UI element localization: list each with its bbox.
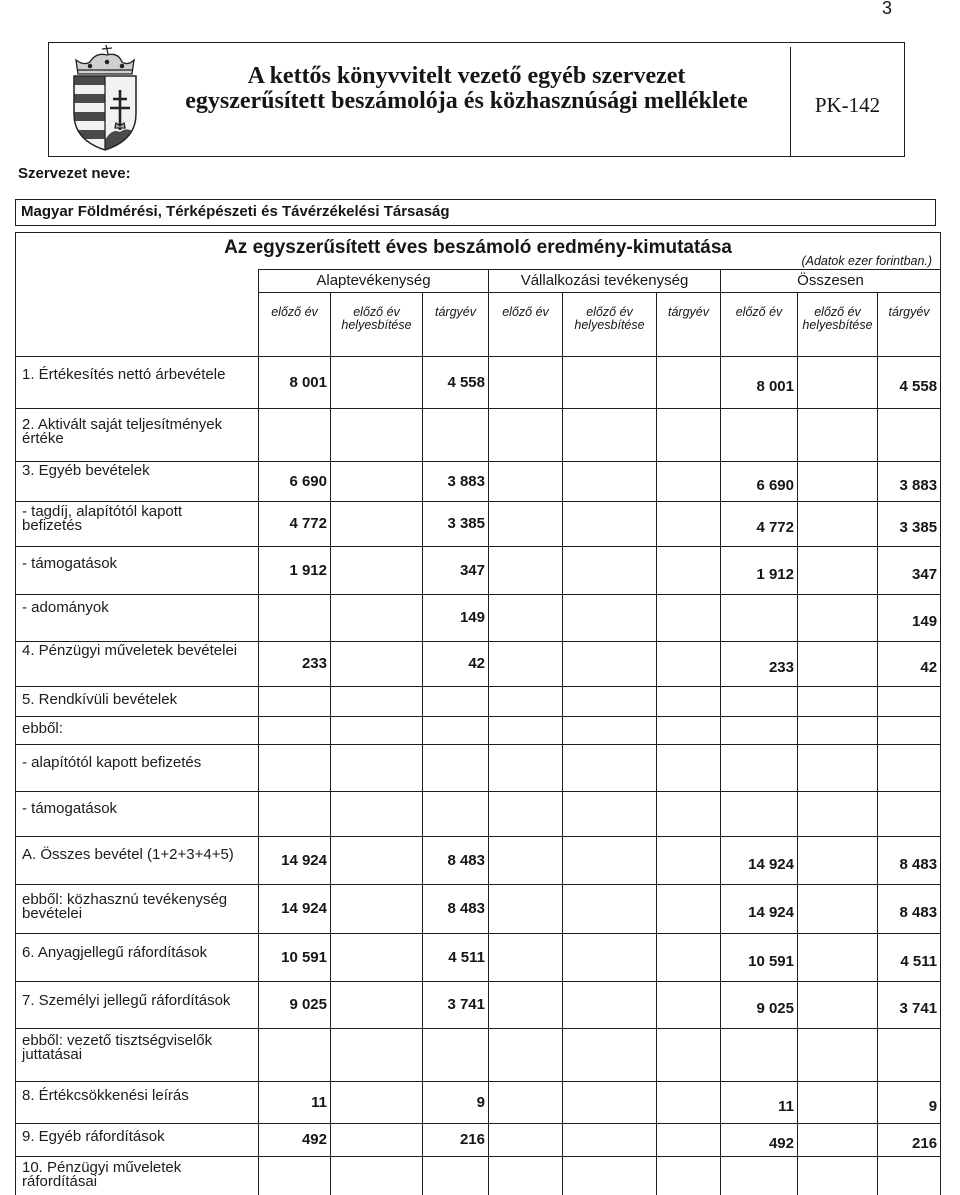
value-cell bbox=[259, 745, 331, 792]
value-cell bbox=[563, 745, 657, 792]
value-cell bbox=[423, 745, 489, 792]
value-cell: 233 bbox=[259, 642, 331, 687]
unit-note: (Adatok ezer forintban.) bbox=[801, 254, 933, 268]
value-cell bbox=[489, 1157, 563, 1195]
subheader-cell: előző év helyesbítése bbox=[331, 293, 423, 357]
value-cell bbox=[563, 357, 657, 409]
value-cell bbox=[798, 792, 878, 837]
value-cell bbox=[331, 409, 423, 462]
value-cell bbox=[798, 502, 878, 547]
value-cell bbox=[489, 357, 563, 409]
value-cell bbox=[563, 885, 657, 934]
row-label: 4. Pénzügyi műveletek bevételei bbox=[16, 642, 259, 687]
value-cell: 3 741 bbox=[878, 982, 941, 1029]
value-cell bbox=[657, 462, 721, 502]
label-header-cell bbox=[16, 270, 259, 357]
value-cell bbox=[563, 642, 657, 687]
row-label: A. Összes bevétel (1+2+3+4+5) bbox=[16, 837, 259, 885]
row-label: - támogatások bbox=[16, 792, 259, 837]
value-cell: 9 bbox=[878, 1082, 941, 1124]
value-cell bbox=[657, 357, 721, 409]
value-cell bbox=[423, 792, 489, 837]
value-cell: 8 483 bbox=[878, 885, 941, 934]
value-cell bbox=[563, 982, 657, 1029]
value-cell: 3 385 bbox=[423, 502, 489, 547]
value-cell bbox=[563, 409, 657, 462]
value-cell bbox=[798, 687, 878, 717]
value-cell: 3 385 bbox=[878, 502, 941, 547]
value-cell: 216 bbox=[423, 1124, 489, 1157]
value-cell: 6 690 bbox=[259, 462, 331, 502]
subheader-cell: tárgyév bbox=[878, 293, 941, 357]
value-cell bbox=[489, 642, 563, 687]
value-cell bbox=[563, 1029, 657, 1082]
form-title-line-1: A kettős könyvvitelt vezető egyéb szervezet bbox=[247, 63, 686, 89]
table-row bbox=[16, 982, 941, 1029]
value-cell bbox=[563, 462, 657, 502]
value-cell bbox=[489, 1082, 563, 1124]
value-cell: 10 591 bbox=[721, 934, 798, 982]
row-label: ebből: vezető tisztségviselők juttatásai bbox=[16, 1029, 259, 1082]
organization-name-field: Magyar Földmérési, Térképészeti és Távérzékelési Társaság bbox=[15, 199, 936, 226]
row-label: - tagdíj, alapítótól kapott befizetés bbox=[16, 502, 259, 547]
value-cell bbox=[657, 1124, 721, 1157]
value-cell: 8 001 bbox=[259, 357, 331, 409]
value-cell bbox=[259, 595, 331, 642]
row-label: 8. Értékcsökkenési leírás bbox=[16, 1082, 259, 1124]
value-cell bbox=[331, 642, 423, 687]
subheader-cell: előző év helyesbítése bbox=[563, 293, 657, 357]
value-cell bbox=[721, 1157, 798, 1195]
table-row bbox=[16, 1082, 941, 1124]
value-cell bbox=[878, 792, 941, 837]
subheader-cell: előző év bbox=[489, 293, 563, 357]
value-cell bbox=[489, 687, 563, 717]
value-cell bbox=[657, 885, 721, 934]
table-row bbox=[16, 837, 941, 885]
value-cell bbox=[331, 717, 423, 745]
value-cell bbox=[489, 462, 563, 502]
value-cell: 1 912 bbox=[721, 547, 798, 595]
group-header-basic: Alaptevékenység bbox=[259, 270, 489, 293]
value-cell bbox=[259, 409, 331, 462]
group-header-total: Összesen bbox=[721, 270, 941, 293]
value-cell bbox=[798, 837, 878, 885]
value-cell bbox=[331, 547, 423, 595]
value-cell: 149 bbox=[878, 595, 941, 642]
value-cell bbox=[489, 837, 563, 885]
table-row bbox=[16, 745, 941, 792]
value-cell bbox=[331, 934, 423, 982]
value-cell: 492 bbox=[259, 1124, 331, 1157]
value-cell bbox=[657, 717, 721, 745]
value-cell bbox=[489, 595, 563, 642]
value-cell bbox=[798, 409, 878, 462]
row-label: 7. Személyi jellegű ráfordítások bbox=[16, 982, 259, 1029]
value-cell bbox=[563, 934, 657, 982]
row-label: 3. Egyéb bevételek bbox=[16, 462, 259, 502]
row-label: ebből: bbox=[16, 717, 259, 745]
value-cell bbox=[423, 409, 489, 462]
table-row bbox=[16, 792, 941, 837]
value-cell bbox=[721, 792, 798, 837]
table-row bbox=[16, 687, 941, 717]
table-row bbox=[16, 547, 941, 595]
value-cell bbox=[331, 885, 423, 934]
value-cell bbox=[331, 1029, 423, 1082]
value-cell: 9 025 bbox=[259, 982, 331, 1029]
value-cell bbox=[798, 462, 878, 502]
value-cell bbox=[259, 1029, 331, 1082]
value-cell: 1 912 bbox=[259, 547, 331, 595]
value-cell bbox=[657, 982, 721, 1029]
value-cell: 3 883 bbox=[878, 462, 941, 502]
value-cell: 8 483 bbox=[423, 837, 489, 885]
value-cell: 3 883 bbox=[423, 462, 489, 502]
value-cell bbox=[798, 595, 878, 642]
value-cell: 4 772 bbox=[721, 502, 798, 547]
value-cell bbox=[657, 837, 721, 885]
value-cell bbox=[721, 595, 798, 642]
value-cell bbox=[721, 687, 798, 717]
value-cell: 347 bbox=[423, 547, 489, 595]
group-header-row bbox=[16, 270, 941, 293]
row-label: 2. Aktivált saját teljesítmények értéke bbox=[16, 409, 259, 462]
value-cell bbox=[721, 745, 798, 792]
value-cell bbox=[259, 792, 331, 837]
value-cell: 14 924 bbox=[259, 837, 331, 885]
table-row bbox=[16, 1029, 941, 1082]
subheader-cell: tárgyév bbox=[423, 293, 489, 357]
row-label: 10. Pénzügyi műveletek ráfordításai bbox=[16, 1157, 259, 1195]
form-title-line-2: egyszerűsített beszámolója és közhasznúsági melléklete bbox=[185, 88, 748, 114]
value-cell bbox=[721, 1029, 798, 1082]
table-row bbox=[16, 1157, 941, 1195]
subheader-cell: tárgyév bbox=[657, 293, 721, 357]
value-cell bbox=[331, 837, 423, 885]
value-cell bbox=[423, 1157, 489, 1195]
value-cell bbox=[798, 1124, 878, 1157]
subheader-cell: előző év helyesbítése bbox=[798, 293, 878, 357]
value-cell bbox=[489, 717, 563, 745]
row-label: - alapítótól kapott befizetés bbox=[16, 745, 259, 792]
value-cell bbox=[878, 745, 941, 792]
value-cell: 347 bbox=[878, 547, 941, 595]
value-cell bbox=[657, 792, 721, 837]
value-cell: 149 bbox=[423, 595, 489, 642]
value-cell bbox=[563, 502, 657, 547]
value-cell bbox=[657, 745, 721, 792]
value-cell: 42 bbox=[423, 642, 489, 687]
value-cell: 4 511 bbox=[878, 934, 941, 982]
table-row bbox=[16, 885, 941, 934]
table-row bbox=[16, 357, 941, 409]
value-cell bbox=[657, 595, 721, 642]
value-cell: 10 591 bbox=[259, 934, 331, 982]
value-cell: 233 bbox=[721, 642, 798, 687]
table-row bbox=[16, 934, 941, 982]
value-cell bbox=[331, 1124, 423, 1157]
value-cell: 4 511 bbox=[423, 934, 489, 982]
value-cell bbox=[331, 792, 423, 837]
value-cell bbox=[563, 837, 657, 885]
value-cell bbox=[721, 409, 798, 462]
value-cell bbox=[798, 885, 878, 934]
value-cell bbox=[331, 1157, 423, 1195]
table-row bbox=[16, 595, 941, 642]
row-label: 1. Értékesítés nettó árbevétele bbox=[16, 357, 259, 409]
value-cell bbox=[563, 717, 657, 745]
value-cell bbox=[563, 547, 657, 595]
value-cell bbox=[563, 1124, 657, 1157]
value-cell bbox=[878, 409, 941, 462]
value-cell bbox=[331, 595, 423, 642]
value-cell: 9 025 bbox=[721, 982, 798, 1029]
value-cell bbox=[798, 717, 878, 745]
table-row bbox=[16, 1124, 941, 1157]
value-cell bbox=[657, 642, 721, 687]
value-cell bbox=[721, 717, 798, 745]
table-row bbox=[16, 462, 941, 502]
value-cell bbox=[489, 982, 563, 1029]
value-cell: 4 558 bbox=[423, 357, 489, 409]
value-cell: 8 001 bbox=[721, 357, 798, 409]
value-cell bbox=[798, 1157, 878, 1195]
value-cell bbox=[489, 547, 563, 595]
value-cell bbox=[259, 1157, 331, 1195]
value-cell bbox=[657, 547, 721, 595]
value-cell: 6 690 bbox=[721, 462, 798, 502]
value-cell bbox=[331, 687, 423, 717]
value-cell bbox=[331, 357, 423, 409]
value-cell bbox=[657, 409, 721, 462]
value-cell: 14 924 bbox=[259, 885, 331, 934]
value-cell bbox=[563, 1082, 657, 1124]
value-cell: 492 bbox=[721, 1124, 798, 1157]
value-cell bbox=[563, 792, 657, 837]
value-cell: 4 558 bbox=[878, 357, 941, 409]
value-cell bbox=[798, 642, 878, 687]
statement-body bbox=[16, 357, 941, 1195]
value-cell bbox=[798, 1029, 878, 1082]
subheader-cell: előző év bbox=[259, 293, 331, 357]
title-row bbox=[16, 233, 941, 270]
table-row bbox=[16, 642, 941, 687]
value-cell bbox=[331, 502, 423, 547]
value-cell bbox=[489, 885, 563, 934]
row-label: - adományok bbox=[16, 595, 259, 642]
value-cell bbox=[423, 1029, 489, 1082]
form-header bbox=[48, 42, 905, 157]
value-cell bbox=[798, 745, 878, 792]
coat-of-arms bbox=[62, 44, 146, 152]
value-cell bbox=[563, 1157, 657, 1195]
table-row bbox=[16, 717, 941, 745]
value-cell bbox=[423, 717, 489, 745]
value-cell bbox=[489, 745, 563, 792]
value-cell bbox=[657, 934, 721, 982]
value-cell bbox=[657, 687, 721, 717]
value-cell: 14 924 bbox=[721, 837, 798, 885]
value-cell bbox=[657, 1082, 721, 1124]
row-label: 6. Anyagjellegű ráfordítások bbox=[16, 934, 259, 982]
subheader-cell: előző év bbox=[721, 293, 798, 357]
value-cell bbox=[878, 1029, 941, 1082]
value-cell bbox=[563, 595, 657, 642]
value-cell bbox=[798, 357, 878, 409]
row-label: 5. Rendkívüli bevételek bbox=[16, 687, 259, 717]
value-cell: 4 772 bbox=[259, 502, 331, 547]
value-cell bbox=[259, 717, 331, 745]
value-cell bbox=[878, 717, 941, 745]
value-cell: 14 924 bbox=[721, 885, 798, 934]
value-cell bbox=[878, 687, 941, 717]
value-cell: 42 bbox=[878, 642, 941, 687]
value-cell bbox=[331, 982, 423, 1029]
value-cell bbox=[489, 934, 563, 982]
value-cell bbox=[798, 934, 878, 982]
form-title bbox=[144, 64, 789, 114]
form-code: PK-142 bbox=[814, 93, 881, 117]
value-cell bbox=[489, 409, 563, 462]
statement-title: Az egyszerűsített éves beszámoló eredmény-kimutatása bbox=[224, 237, 732, 258]
value-cell bbox=[489, 1029, 563, 1082]
value-cell bbox=[563, 687, 657, 717]
value-cell: 8 483 bbox=[878, 837, 941, 885]
value-cell: 9 bbox=[423, 1082, 489, 1124]
value-cell: 8 483 bbox=[423, 885, 489, 934]
value-cell bbox=[489, 1124, 563, 1157]
value-cell bbox=[331, 1082, 423, 1124]
table-row bbox=[16, 502, 941, 547]
income-statement-table bbox=[15, 232, 941, 1195]
value-cell bbox=[798, 982, 878, 1029]
row-label: ebből: közhasznú tevékenység bevételei bbox=[16, 885, 259, 934]
value-cell: 11 bbox=[721, 1082, 798, 1124]
group-header-business: Vállalkozási tevékenység bbox=[489, 270, 721, 293]
value-cell: 216 bbox=[878, 1124, 941, 1157]
value-cell bbox=[657, 502, 721, 547]
value-cell bbox=[331, 745, 423, 792]
value-cell bbox=[259, 687, 331, 717]
value-cell bbox=[489, 502, 563, 547]
value-cell bbox=[331, 462, 423, 502]
value-cell bbox=[657, 1029, 721, 1082]
page-number: 3 bbox=[882, 0, 893, 18]
value-cell: 11 bbox=[259, 1082, 331, 1124]
value-cell bbox=[489, 792, 563, 837]
value-cell bbox=[423, 687, 489, 717]
row-label: 9. Egyéb ráfordítások bbox=[16, 1124, 259, 1157]
value-cell: 3 741 bbox=[423, 982, 489, 1029]
table-row bbox=[16, 409, 941, 462]
value-cell bbox=[657, 1157, 721, 1195]
organization-label: Szervezet neve: bbox=[18, 165, 131, 182]
value-cell bbox=[878, 1157, 941, 1195]
value-cell bbox=[798, 547, 878, 595]
value-cell bbox=[798, 1082, 878, 1124]
row-label: - támogatások bbox=[16, 547, 259, 595]
